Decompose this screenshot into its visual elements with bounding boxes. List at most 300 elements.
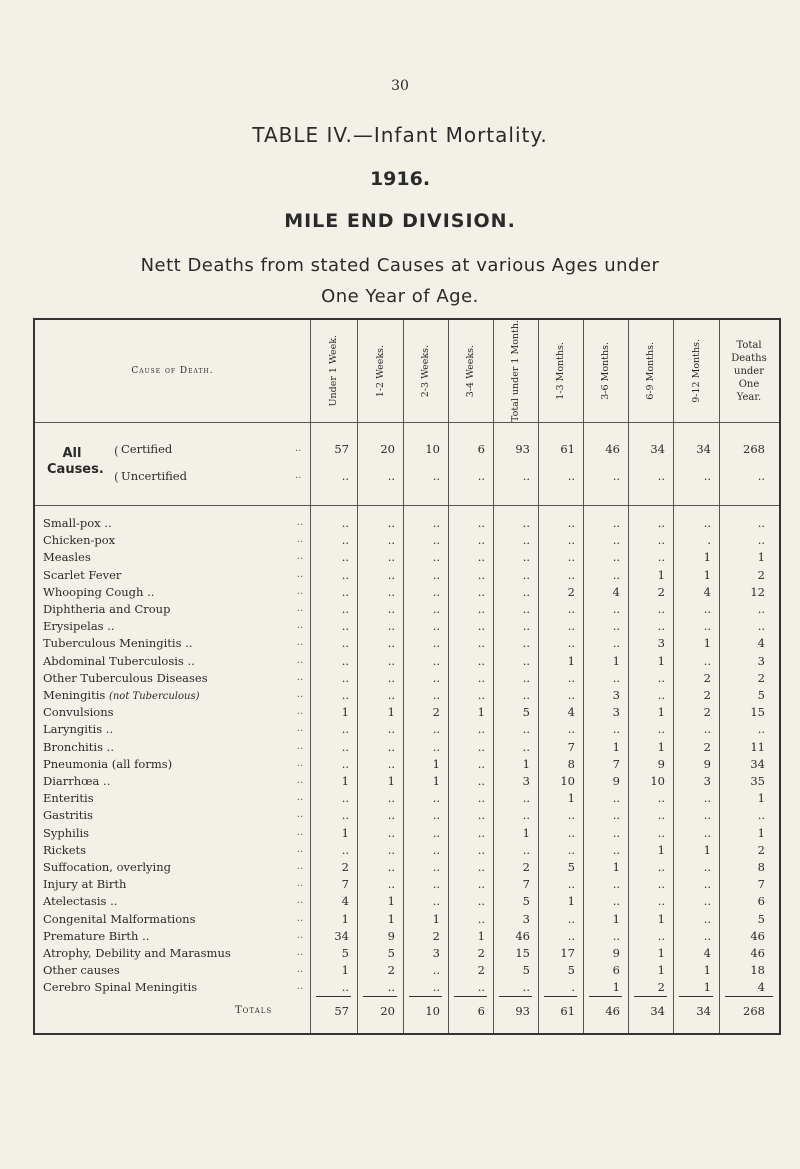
table-cell: ..: [387, 533, 395, 548]
cause-label: Meningitis (not Tuberculous): [43, 686, 203, 706]
table-cell: ..: [703, 469, 711, 483]
table-cell: ..: [432, 963, 440, 978]
table-cell: 6: [757, 894, 765, 909]
table-cell: ..: [703, 894, 711, 909]
table-row: .. Bronchitis .. .. .. .. .. .. 7 1 1 2 11: [43, 739, 765, 754]
table-cell: 1: [757, 825, 765, 840]
table-cell: ..: [432, 516, 440, 530]
table-cell: 9: [612, 946, 620, 960]
table-cell: ..: [432, 722, 440, 737]
table-cell: ..: [522, 791, 530, 806]
table-cell: 2: [757, 670, 765, 685]
table-cell: ..: [341, 653, 349, 668]
table-cell: ..: [432, 602, 440, 616]
table-cell: ..: [432, 842, 440, 857]
table-cell: 1: [477, 928, 485, 943]
table-cell: 8: [757, 860, 765, 874]
table-cell: 5: [757, 688, 765, 702]
table-cell: 1: [567, 791, 575, 806]
table-cell: 10: [650, 774, 665, 788]
table-cell: ..: [387, 567, 395, 582]
table-cell: ..: [757, 469, 765, 483]
table-cell: ..: [703, 911, 711, 926]
table-cell: ..: [567, 688, 575, 702]
table-cell: 1: [432, 911, 440, 926]
table-cell: ..: [612, 791, 620, 806]
table-cell: ..: [612, 722, 620, 737]
column-header: 1-3 Months.: [555, 342, 566, 400]
mortality-table: [33, 318, 781, 1035]
table-cell: 3: [657, 636, 665, 651]
table-cell: 34: [696, 442, 711, 456]
cause-label: Diarrhœa ..: [43, 772, 114, 790]
table-cell: 2: [477, 963, 485, 978]
table-cell: 35: [750, 774, 765, 788]
table-cell: ..: [387, 842, 395, 857]
table-cell: ..: [612, 825, 620, 840]
sum-underline: [363, 996, 397, 997]
table-cell: 6: [477, 1004, 485, 1018]
table-cell: 7: [612, 756, 620, 771]
table-cell: ..: [477, 722, 485, 737]
table-cell: ..: [341, 739, 349, 754]
table-cell: 3: [432, 946, 440, 960]
table-cell: ..: [612, 533, 620, 548]
table-cell: ..: [757, 619, 765, 634]
cause-label: Whooping Cough ..: [43, 583, 158, 601]
table-cell: 7: [757, 877, 765, 892]
table-cell: ..: [477, 808, 485, 823]
table-subtitle: [0, 250, 800, 312]
table-row: .. Diarrhœa .. 1 1 1 .. 3 10 9 10 3 35: [43, 774, 765, 788]
sum-underline: [316, 996, 351, 997]
table-cell: 2: [432, 705, 440, 720]
table-cell: ..: [477, 774, 485, 788]
table-cell: 1: [703, 550, 711, 565]
table-cell: ..: [387, 825, 395, 840]
cause-label: Bronchitis ..: [43, 738, 118, 756]
column-header: 2-3 Weeks.: [420, 344, 431, 398]
table-cell: 2: [703, 670, 711, 685]
table-cell: ..: [477, 636, 485, 651]
table-cell: ..: [703, 808, 711, 823]
table-cell: ..: [657, 808, 665, 823]
table-cell: ..: [387, 469, 395, 483]
subtitle-line-1: Nett Deaths from stated Causes at various Ages under: [140, 255, 660, 276]
table-cell: ..: [387, 739, 395, 754]
table-cell: ..: [522, 636, 530, 651]
total-deaths-header: Total Deaths under One Year.: [731, 339, 767, 403]
table-cell: 12: [750, 584, 765, 599]
column-divider: [357, 320, 358, 1033]
column-header: 6-9 Months.: [645, 342, 656, 400]
table-cell: 1: [341, 774, 349, 788]
table-cell: ..: [703, 791, 711, 806]
cause-label: Convulsions: [43, 703, 118, 721]
cause-label: Atrophy, Debility and Marasmus: [43, 944, 235, 962]
table-cell: ..: [341, 791, 349, 806]
table-cell: ..: [387, 670, 395, 685]
table-cell: ..: [341, 636, 349, 651]
table-cell: 1: [703, 636, 711, 651]
table-cell: ..: [657, 791, 665, 806]
totals-row: [35, 1000, 779, 1022]
table-cell: ..: [477, 739, 485, 754]
cause-label: Abdominal Tuberculosis ..: [43, 652, 199, 670]
cause-label: Enteritis: [43, 789, 98, 807]
table-row: .. Whooping Cough .. .. .. .. .. .. 2 4 2 4 12: [43, 584, 765, 599]
table-row: .. Atrophy, Debility and Marasmus 5 5 3 2 15 17 9 1 4 46: [43, 946, 765, 960]
table-row: .. Syphilis 1 .. .. .. 1 .. .. .. .. 1: [43, 825, 765, 840]
table-cell: ..: [703, 877, 711, 892]
cause-label: Erysipelas ..: [43, 617, 119, 635]
table-cell: ..: [522, 980, 530, 995]
table-cell: ..: [567, 619, 575, 634]
table-cell: 3: [522, 774, 530, 788]
table-cell: ..: [757, 722, 765, 737]
column-divider: [538, 320, 539, 1033]
table-cell: 34: [650, 1004, 665, 1018]
cause-header: Cause of Death.: [131, 366, 214, 376]
table-cell: 93: [515, 1004, 530, 1018]
table-cell: 6: [477, 442, 485, 456]
table-cell: 1: [657, 946, 665, 960]
table-cell: 10: [425, 1004, 440, 1018]
column-divider: [583, 320, 584, 1033]
table-cell: 6: [612, 963, 620, 978]
table-cell: ..: [432, 619, 440, 634]
sum-underline: [454, 996, 487, 997]
table-cell: ..: [432, 636, 440, 651]
table-cell: ..: [432, 567, 440, 582]
table-cell: 1: [757, 550, 765, 565]
table-cell: 10: [560, 774, 575, 788]
sum-underline: [679, 996, 713, 997]
table-row: .. Convulsions 1 1 2 1 5 4 3 1 2 15: [43, 705, 765, 720]
table-cell: 268: [743, 1004, 765, 1018]
table-cell: ..: [522, 567, 530, 582]
cause-label: Gastritis: [43, 806, 97, 824]
table-cell: ..: [567, 670, 575, 685]
column-divider: [310, 320, 311, 1033]
column-header: 9-12 Months.: [690, 339, 702, 403]
table-cell: ..: [567, 722, 575, 737]
table-cell: 1: [657, 705, 665, 720]
table-cell: ..: [387, 653, 395, 668]
table-cell: ..: [657, 469, 665, 483]
table-row: .. Cerebro Spinal Meningitis .. .. .. .. .. . 1 2 1 4: [43, 980, 765, 995]
table-cell: 2: [703, 688, 711, 702]
table-cell: ..: [387, 516, 395, 530]
table-row: .. Chicken-pox .. .. .. .. .. .. .. .. . ..: [43, 533, 765, 548]
table-row: .. Rickets .. .. .. .. .. .. .. 1 1 2: [43, 842, 765, 857]
table-cell: 2: [387, 963, 395, 978]
table-cell: ..: [477, 877, 485, 892]
column-divider: [673, 320, 674, 1033]
column-header: 3-6 Months.: [600, 342, 611, 400]
table-cell: ..: [341, 722, 349, 737]
sum-underline: [544, 996, 577, 997]
sum-underline: [499, 996, 532, 997]
table-cell: 1: [477, 705, 485, 720]
table-cell: ..: [341, 469, 349, 483]
table-cell: ..: [567, 911, 575, 926]
cause-label: Diphtheria and Croup: [43, 600, 174, 618]
table-cell: 5: [341, 946, 349, 960]
sum-underline: [589, 996, 622, 997]
table-row: .. Other causes 1 2 .. 2 5 5 6 1 1 18: [43, 963, 765, 978]
table-row: .. Premature Birth .. 34 9 2 1 46 .. .. .. .. 46: [43, 928, 765, 943]
table-cell: 5: [522, 894, 530, 909]
table-cell: ..: [387, 688, 395, 702]
table-cell: ..: [612, 877, 620, 892]
table-cell: ..: [757, 808, 765, 823]
all-causes-row-label: Uncertified: [121, 469, 187, 483]
table-cell: ..: [567, 825, 575, 840]
table-cell: 46: [750, 928, 765, 943]
table-cell: 3: [612, 688, 620, 702]
table-cell: ..: [477, 911, 485, 926]
table-cell: 5: [567, 860, 575, 874]
table-row: .. Atelectasis .. 4 1 .. .. 5 1 .. .. .. 6: [43, 894, 765, 909]
cause-label: Cerebro Spinal Meningitis: [43, 978, 201, 996]
table-cell: ..: [612, 636, 620, 651]
table-cell: 1: [657, 842, 665, 857]
table-cell: 57: [334, 1004, 349, 1018]
table-cell: ..: [522, 670, 530, 685]
table-cell: ..: [341, 756, 349, 771]
table-cell: ..: [477, 469, 485, 483]
table-cell: ..: [567, 808, 575, 823]
table-cell: 46: [750, 946, 765, 960]
table-cell: 1: [567, 653, 575, 668]
row-divider: [35, 505, 779, 506]
table-cell: ..: [657, 670, 665, 685]
table-cell: 9: [612, 774, 620, 788]
table-row: .. Other Tuberculous Diseases .. .. .. .. .. .. .. .. 2 2: [43, 670, 765, 685]
table-cell: ..: [387, 877, 395, 892]
table-row: .. Small-pox .. .. .. .. .. .. .. .. .. .. ..: [43, 516, 765, 530]
table-cell: ..: [522, 722, 530, 737]
table-cell: ..: [387, 550, 395, 565]
table-cell: ..: [477, 842, 485, 857]
table-row: .. Erysipelas .. .. .. .. .. .. .. .. .. .. ..: [43, 619, 765, 634]
table-cell: ..: [387, 722, 395, 737]
table-cell: ..: [341, 808, 349, 823]
table-cell: ..: [477, 980, 485, 995]
table-cell: ..: [522, 808, 530, 823]
table-cell: 5: [757, 911, 765, 926]
table-cell: 1: [612, 653, 620, 668]
cause-label: Laryngitis ..: [43, 720, 117, 738]
table-cell: ..: [477, 619, 485, 634]
table-cell: ..: [567, 602, 575, 616]
table-cell: ..: [432, 877, 440, 892]
table-cell: 11: [750, 739, 765, 754]
table-cell: 2: [757, 842, 765, 857]
table-cell: ..: [567, 550, 575, 565]
table-row: .. Measles .. .. .. .. .. .. .. .. 1 1: [43, 550, 765, 565]
table-cell: ..: [432, 739, 440, 754]
table-cell: 1: [387, 705, 395, 720]
table-cell: ..: [657, 928, 665, 943]
table-cell: ..: [432, 584, 440, 599]
table-cell: 34: [750, 756, 765, 771]
table-cell: ..: [657, 533, 665, 548]
sum-underline: [725, 996, 773, 997]
table-cell: 1: [757, 791, 765, 806]
table-cell: ..: [612, 808, 620, 823]
table-cell: ..: [657, 516, 665, 530]
sum-underline: [409, 996, 442, 997]
table-cell: 1: [387, 894, 395, 909]
table-cell: 1: [657, 739, 665, 754]
table-cell: 1: [341, 911, 349, 926]
table-cell: ..: [567, 516, 575, 530]
table-cell: 3: [612, 705, 620, 720]
table-cell: ..: [522, 533, 530, 548]
brace-icon: ( (: [114, 444, 119, 484]
table-cell: ..: [657, 894, 665, 909]
cause-label: Chicken-pox: [43, 531, 119, 549]
cause-label: Syphilis: [43, 824, 93, 842]
table-cell: ..: [432, 894, 440, 909]
table-cell: 8: [567, 756, 575, 771]
table-cell: ..: [657, 550, 665, 565]
table-cell: ..: [387, 619, 395, 634]
table-cell: ..: [477, 791, 485, 806]
table-cell: 4: [567, 705, 575, 720]
table-cell: 4: [341, 894, 349, 909]
table-cell: 1: [341, 963, 349, 978]
table-cell: ..: [432, 791, 440, 806]
table-cell: ..: [612, 602, 620, 616]
table-cell: ..: [341, 842, 349, 857]
table-cell: 1: [612, 860, 620, 874]
column-divider: [448, 320, 449, 1033]
table-cell: 4: [703, 946, 711, 960]
cause-label: Small-pox ..: [43, 514, 116, 532]
table-cell: ..: [341, 584, 349, 599]
table-row: .. Enteritis .. .. .. .. .. 1 .. .. .. 1: [43, 791, 765, 806]
table-cell: ..: [477, 825, 485, 840]
table-cell: 2: [703, 705, 711, 720]
table-cell: 9: [703, 756, 711, 771]
table-cell: 20: [380, 442, 395, 456]
year-heading: 1916.: [369, 168, 431, 190]
table-cell: 57: [334, 442, 349, 456]
table-cell: 18: [750, 963, 765, 978]
table-cell: ..: [477, 653, 485, 668]
table-cell: ..: [387, 602, 395, 616]
table-cell: 5: [522, 705, 530, 720]
table-cell: ..: [657, 602, 665, 616]
table-cell: ..: [657, 860, 665, 874]
table-cell: 9: [657, 756, 665, 771]
table-cell: ..: [703, 602, 711, 616]
table-cell: ..: [432, 808, 440, 823]
table-cell: 5: [522, 963, 530, 978]
table-cell: 9: [387, 928, 395, 943]
all-causes-row: .. Uncertified .. .. .. .. .. .. .. .. .. ..: [121, 469, 765, 483]
table-cell: ..: [703, 825, 711, 840]
table-cell: 4: [757, 636, 765, 651]
totals-label: Totals: [235, 1005, 273, 1016]
table-cell: ..: [341, 688, 349, 702]
table-cell: 1: [703, 567, 711, 582]
table-cell: ..: [432, 469, 440, 483]
table-cell: ..: [612, 516, 620, 530]
table-cell: ..: [387, 860, 395, 874]
table-cell: ..: [657, 825, 665, 840]
table-cell: 2: [477, 946, 485, 960]
table-cell: ..: [612, 894, 620, 909]
table-cell: 34: [696, 1004, 711, 1018]
column-divider: [719, 320, 720, 1033]
table-cell: ..: [477, 670, 485, 685]
table-cell: ..: [477, 602, 485, 616]
table-cell: .: [707, 533, 711, 548]
table-cell: ..: [341, 980, 349, 995]
table-cell: 1: [612, 911, 620, 926]
table-row: .. Abdominal Tuberculosis .. .. .. .. .. .. 1 1 1 .. 3: [43, 653, 765, 668]
table-cell: 2: [567, 584, 575, 599]
table-cell: 5: [567, 963, 575, 978]
table-cell: 10: [425, 442, 440, 456]
table-row: .. Pneumonia (all forms) .. .. 1 .. 1 8 7 9 9 34: [43, 756, 765, 771]
table-cell: ..: [341, 550, 349, 565]
table-cell: ..: [387, 584, 395, 599]
column-divider: [493, 320, 494, 1033]
table-cell: 7: [522, 877, 530, 892]
table-cell: ..: [387, 756, 395, 771]
table-cell: 1: [612, 980, 620, 995]
table-cell: ..: [522, 688, 530, 702]
table-cell: ..: [567, 928, 575, 943]
table-cell: ..: [477, 533, 485, 548]
table-row: .. Injury at Birth 7 .. .. .. 7 .. .. .. .. 7: [43, 877, 765, 892]
table-cell: ..: [612, 567, 620, 582]
table-cell: ..: [341, 516, 349, 530]
table-cell: ..: [522, 550, 530, 565]
cause-label: Injury at Birth: [43, 875, 130, 893]
cause-label: Congenital Malformations: [43, 910, 199, 928]
table-cell: ..: [757, 602, 765, 616]
cause-label: Rickets: [43, 841, 90, 859]
subtitle-line-2: One Year of Age.: [321, 286, 479, 307]
cause-label: Suffocation, overlying: [43, 858, 175, 876]
table-cell: 2: [757, 567, 765, 582]
column-header: Total under 1 Month.: [510, 320, 521, 422]
table-cell: ..: [432, 860, 440, 874]
table-row: .. Gastritis .. .. .. .. .. .. .. .. .. ..: [43, 808, 765, 823]
table-cell: ..: [341, 619, 349, 634]
table-cell: ..: [612, 670, 620, 685]
table-cell: ..: [567, 469, 575, 483]
table-cell: ..: [522, 842, 530, 857]
table-cell: ..: [567, 567, 575, 582]
table-cell: ..: [757, 533, 765, 548]
table-cell: ..: [612, 619, 620, 634]
cause-label: Tuberculous Meningitis ..: [43, 634, 196, 652]
table-cell: ..: [703, 619, 711, 634]
table-cell: 93: [515, 442, 530, 456]
sum-underline: [634, 996, 667, 997]
cause-label: Other Tuberculous Diseases: [43, 669, 212, 687]
cause-label: Premature Birth ..: [43, 927, 153, 945]
table-cell: 46: [605, 1004, 620, 1018]
table-cell: 1: [432, 774, 440, 788]
